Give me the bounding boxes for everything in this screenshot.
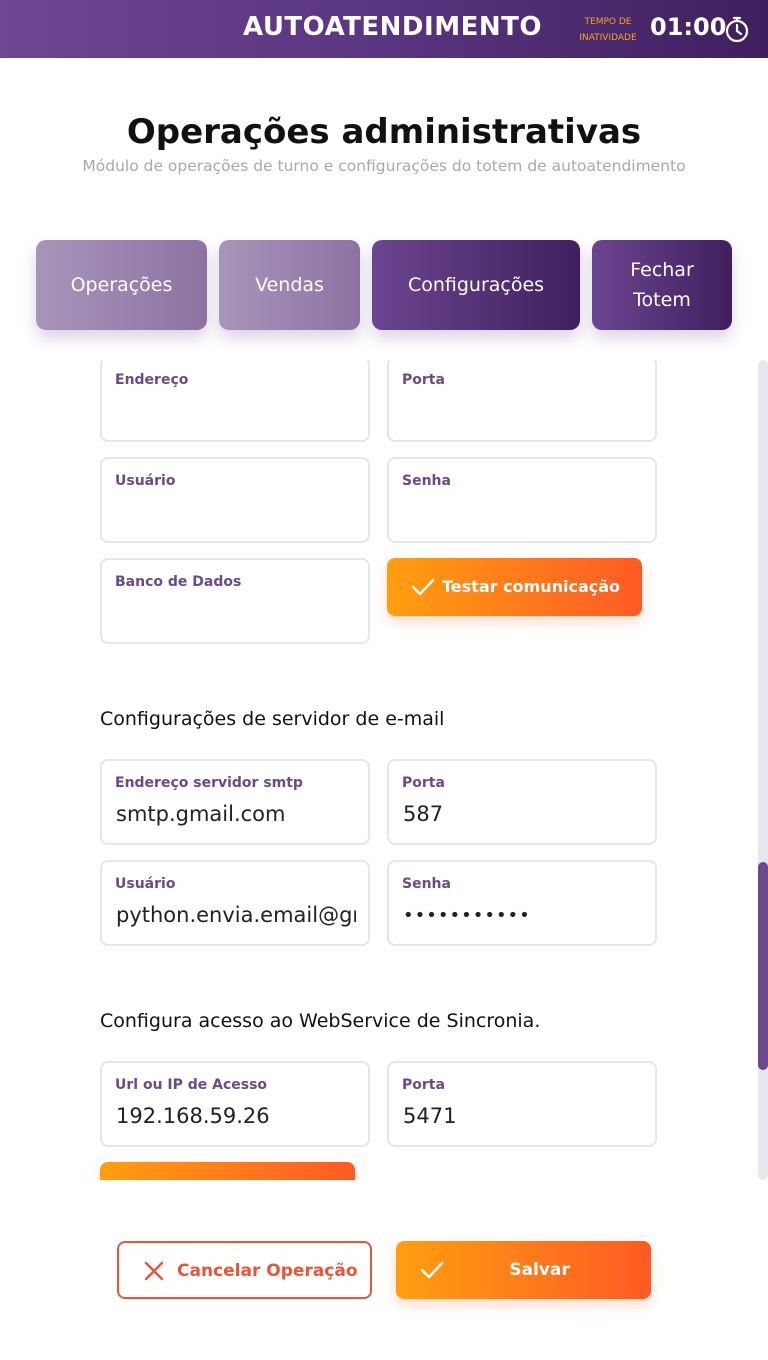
smtp-address-label: Endereço servidor smtp bbox=[115, 775, 303, 791]
webservice-port-field[interactable] bbox=[387, 1061, 657, 1147]
db-password-label: Senha bbox=[402, 473, 451, 489]
db-password-input[interactable] bbox=[403, 497, 643, 527]
db-name-field[interactable] bbox=[100, 558, 370, 644]
db-name-label: Banco de Dados bbox=[115, 574, 242, 590]
inactivity-timer: 01:00 bbox=[650, 13, 727, 41]
cancel-operation-button[interactable] bbox=[117, 1241, 372, 1299]
db-port-label: Porta bbox=[402, 372, 445, 388]
page-title: Operações administrativas bbox=[126, 112, 642, 152]
webservice-section-heading: Configura acesso ao WebService de Sincronia. bbox=[100, 1010, 541, 1032]
inactivity-label-line1: TEMPO DE bbox=[584, 17, 632, 27]
email-section-heading: Configurações de servidor de e-mail bbox=[100, 708, 445, 730]
webservice-port-input[interactable] bbox=[403, 1101, 643, 1131]
email-user-input[interactable] bbox=[116, 900, 356, 930]
db-name-input[interactable] bbox=[116, 598, 356, 628]
email-user-field[interactable] bbox=[100, 860, 370, 946]
save-label: Salvar bbox=[509, 1260, 570, 1280]
webservice-test-button[interactable] bbox=[100, 1162, 355, 1180]
test-connection-button[interactable] bbox=[387, 558, 642, 616]
db-user-field[interactable] bbox=[100, 457, 370, 543]
email-password-label: Senha bbox=[402, 876, 451, 892]
smtp-port-field[interactable] bbox=[387, 759, 657, 845]
db-address-label: Endereço bbox=[115, 372, 189, 388]
smtp-address-input[interactable] bbox=[116, 799, 356, 829]
cancel-operation-label: Cancelar Operação bbox=[177, 1261, 358, 1281]
tab-fechar-totem-line2: Totem bbox=[633, 289, 691, 311]
save-button[interactable] bbox=[396, 1241, 651, 1299]
tab-configuracoes-label: Configurações bbox=[407, 274, 545, 296]
webservice-url-input[interactable] bbox=[116, 1101, 356, 1131]
check-icon bbox=[411, 578, 435, 596]
inactivity-label-line2: INATIVIDADE bbox=[579, 33, 637, 43]
smtp-port-input[interactable] bbox=[403, 799, 643, 829]
page-subtitle: Módulo de operações de turno e configurações do totem de autoatendimento bbox=[82, 157, 686, 175]
db-user-label: Usuário bbox=[115, 473, 176, 489]
email-password-field[interactable] bbox=[387, 860, 657, 946]
db-port-input[interactable] bbox=[403, 396, 643, 426]
tab-fechar-totem-line1: Fechar bbox=[630, 259, 694, 281]
tab-vendas[interactable] bbox=[219, 240, 360, 330]
stopwatch-icon bbox=[724, 15, 750, 43]
smtp-port-label: Porta bbox=[402, 775, 445, 791]
db-address-field[interactable] bbox=[100, 360, 370, 442]
scrollbar-thumb[interactable] bbox=[758, 862, 768, 1070]
email-user-label: Usuário bbox=[115, 876, 176, 892]
webservice-port-label: Porta bbox=[402, 1077, 445, 1093]
smtp-address-field[interactable] bbox=[100, 759, 370, 845]
tab-operacoes[interactable] bbox=[36, 240, 207, 330]
tab-operacoes-label: Operações bbox=[70, 274, 173, 296]
close-icon bbox=[143, 1260, 165, 1282]
tab-fechar-totem-label bbox=[630, 255, 694, 315]
inactivity-label bbox=[574, 14, 642, 46]
webservice-url-label: Url ou IP de Acesso bbox=[115, 1077, 268, 1093]
tab-vendas-label: Vendas bbox=[255, 274, 324, 296]
test-connection-label: Testar comunicação bbox=[442, 577, 621, 596]
db-password-field[interactable] bbox=[387, 457, 657, 543]
db-address-input[interactable] bbox=[116, 396, 356, 426]
tab-fechar-totem[interactable] bbox=[592, 240, 732, 330]
app-title: AUTOATENDIMENTO bbox=[243, 12, 542, 42]
top-bar bbox=[0, 0, 768, 58]
settings-scroll-area[interactable] bbox=[0, 360, 768, 1180]
email-password-input[interactable] bbox=[403, 900, 643, 930]
tab-configuracoes[interactable] bbox=[372, 240, 580, 330]
webservice-url-field[interactable] bbox=[100, 1061, 370, 1147]
db-port-field[interactable] bbox=[387, 360, 657, 442]
db-user-input[interactable] bbox=[116, 497, 356, 527]
